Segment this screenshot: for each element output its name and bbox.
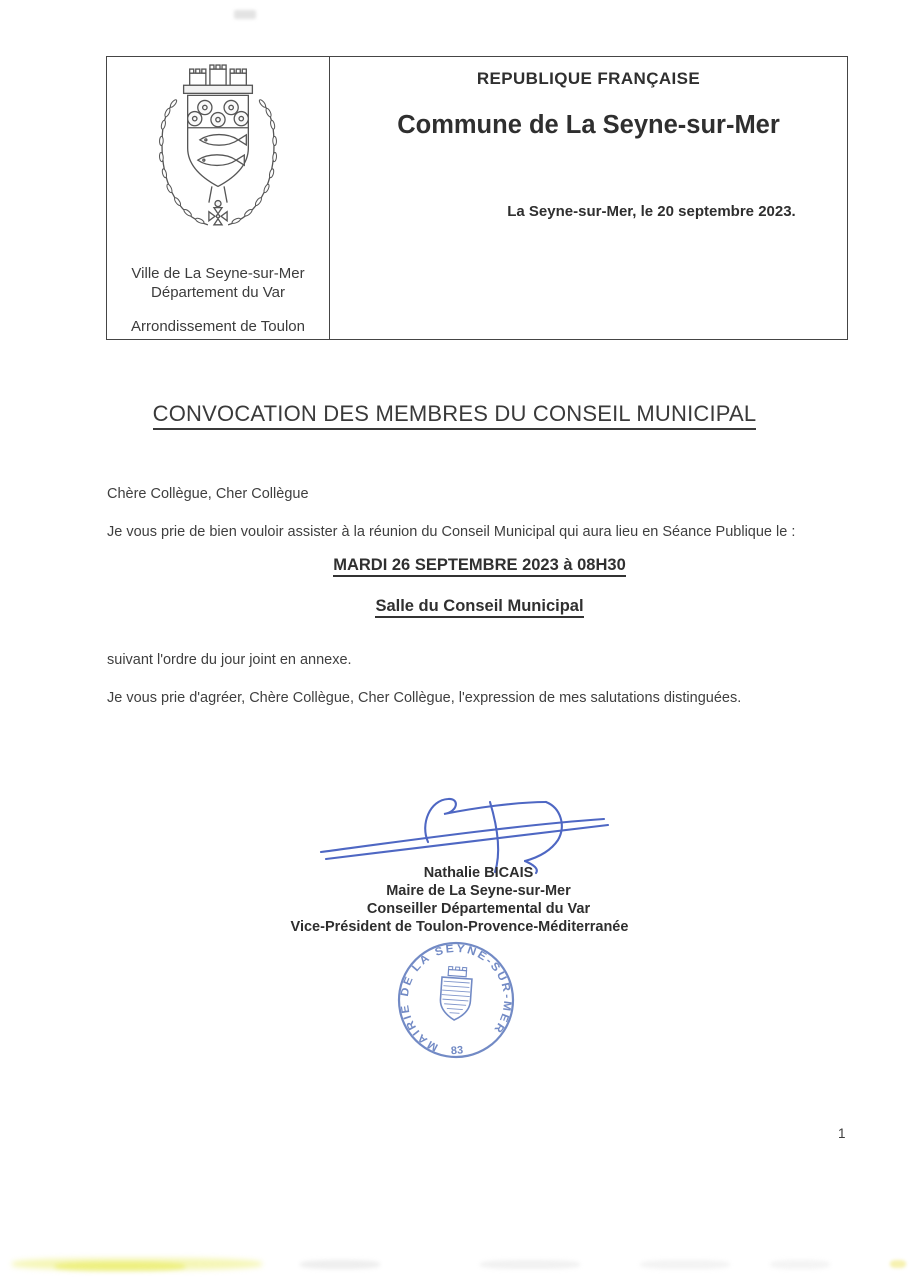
scan-artifact <box>890 1260 906 1268</box>
signer-name: Nathalie BICAIS <box>423 865 534 881</box>
document-title-text: CONVOCATION DES MEMBRES DU CONSEIL MUNICIPAL <box>153 401 757 430</box>
city-line: Ville de La Seyne-sur-Mer <box>131 265 305 282</box>
place-date-line: La Seyne-sur-Mer, le 20 septembre 2023. <box>507 203 796 220</box>
scan-artifact <box>640 1260 730 1269</box>
mairie-round-stamp <box>390 936 522 1066</box>
republique-francaise-line: REPUBLIQUE FRANÇAISE <box>476 69 701 88</box>
coat-of-arms-icon <box>145 61 291 239</box>
document-title <box>0 401 909 427</box>
scan-artifact <box>234 10 256 19</box>
scan-artifact <box>770 1260 830 1269</box>
signature-block <box>48 864 909 936</box>
scan-artifact <box>300 1260 380 1269</box>
meeting-place-text: Salle du Conseil Municipal <box>375 597 583 618</box>
meeting-datetime-line <box>50 556 909 575</box>
scan-artifact-strip <box>0 1252 909 1282</box>
salutation-line: Chère Collègue, Cher Collègue <box>107 486 309 502</box>
medal-cross-icon <box>209 186 227 224</box>
closing-line: Je vous prie d'agréer, Chère Collègue, Cher Collègue, l'expression de mes salutations distinguées. <box>107 690 742 706</box>
scan-artifact <box>55 1262 185 1271</box>
signer-title-councillor: Conseiller Départemental du Var <box>366 901 591 917</box>
header-left-cell <box>107 57 330 339</box>
arrondissement-line: Arrondissement de Toulon <box>131 318 305 335</box>
scan-artifact <box>480 1260 580 1269</box>
signer-title-mayor: Maire de La Seyne-sur-Mer <box>386 883 571 899</box>
intro-line: Je vous prie de bien vouloir assister à la réunion du Conseil Municipal qui aura lieu en Séance Publique le : <box>107 524 796 540</box>
stamp-department-number: 83 <box>450 1044 464 1058</box>
commune-title: Commune de La Seyne-sur-Mer <box>397 111 780 139</box>
stamp-shield-icon <box>439 966 473 1021</box>
meeting-place-line <box>50 597 909 616</box>
annexe-note-line: suivant l'ordre du jour joint en annexe. <box>107 652 352 668</box>
department-line: Département du Var <box>151 284 285 301</box>
header-box <box>106 56 848 340</box>
signer-title-vice-president: Vice-Président de Toulon-Provence-Méditerranée <box>290 919 629 935</box>
shield-icon <box>188 95 249 186</box>
stamp-ring-text: MAIRIE DE LA SEYNE-SUR-MER <box>398 942 514 1054</box>
page-number: 1 <box>838 1126 846 1141</box>
meeting-datetime-text: MARDI 26 SEPTEMBRE 2023 à 08H30 <box>333 556 626 577</box>
svg-text:MAIRIE DE LA SEYNE-SUR-MER <box>390 936 522 1058</box>
mural-crown-icon <box>184 65 253 93</box>
